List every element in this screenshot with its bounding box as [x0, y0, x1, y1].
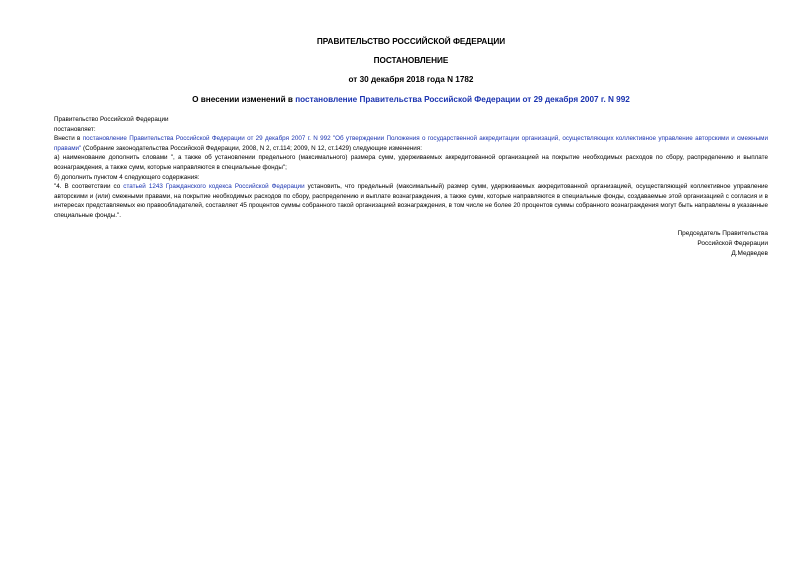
title-decree-link[interactable]: постановление Правительства Российской Федерации от 29 декабря 2007 г. N 992: [295, 95, 630, 104]
document-title-prefix: О внесении изменений в: [192, 95, 296, 104]
paragraph-point-4: [54, 182, 768, 220]
document-type-heading: ПОСТАНОВЛЕНИЕ: [373, 56, 449, 65]
document-title: [54, 95, 768, 105]
signature-name: Д.Медведев: [731, 250, 768, 257]
paragraph-amend: [54, 134, 768, 153]
intro-line-government: Правительство Российской Федерации: [54, 116, 169, 123]
paragraph-a: а) наименование дополнить словами ", а также об установлении предельного (максимального) размера сумм, удерживаемых аккредитованной организацией на покрытие необходимых расходов по сбору, распределению и выплате вознаграждения, а также сумм, которые направляются в специальные фонды";: [54, 154, 768, 171]
point-4-prefix: "4. В соответствии со: [54, 183, 124, 191]
point-4-suffix: установить, что предельный (максимальный) размер сумм, удерживаемых аккредитованной организацией, осуществляющей коллективное управление авторскими и (или) смежными правами, на покрытие необходимых расходов по сбору, распределению и выплате вознаграждения, а также сумм, которые направляются в специальные фонды, создаваемые этой организацией с согласия и в интересах представляемых ею правообладателей, составляет 45 процентов суммы собранного такой организацией вознаграждения, в том числе не более 20 процентов суммы собранного вознаграждения могут быть направлены в указанные специальные фонды.".: [54, 183, 768, 219]
decree-992-link[interactable]: постановление Правительства Российской Федерации от 29 декабря 2007 г. N 992: [82, 135, 331, 143]
civil-code-article-link[interactable]: статьей 1243 Гражданского кодекса Российской Федерации: [123, 183, 305, 191]
document-page: [54, 0, 768, 571]
signature-position: Председатель Правительства: [677, 230, 768, 237]
signature-block: [677, 229, 768, 259]
date-number-heading: от 30 декабря 2018 года N 1782: [348, 75, 474, 84]
paragraph-amend-suffix: (Собрание законодательства Российской Федерации, 2008, N 2, ст.114; 2009, N 12, ст.1429) следующие изменения:: [81, 144, 422, 152]
government-heading: ПРАВИТЕЛЬСТВО РОССИЙСКОЙ ФЕДЕРАЦИИ: [316, 37, 506, 46]
regulation-title-link[interactable]: "Об утверждении Положения о государственной аккредитации организаций, осуществляющих коллективное управление авторскими и смежными правами": [54, 135, 768, 152]
paragraph-amend-prefix: Внести в: [54, 135, 83, 143]
document-body: [54, 115, 768, 221]
paragraph-b: б) дополнить пунктом 4 следующего содержания:: [54, 173, 200, 181]
intro-line-decrees: постановляет:: [54, 125, 96, 133]
signature-country: Российской Федерации: [697, 240, 768, 247]
